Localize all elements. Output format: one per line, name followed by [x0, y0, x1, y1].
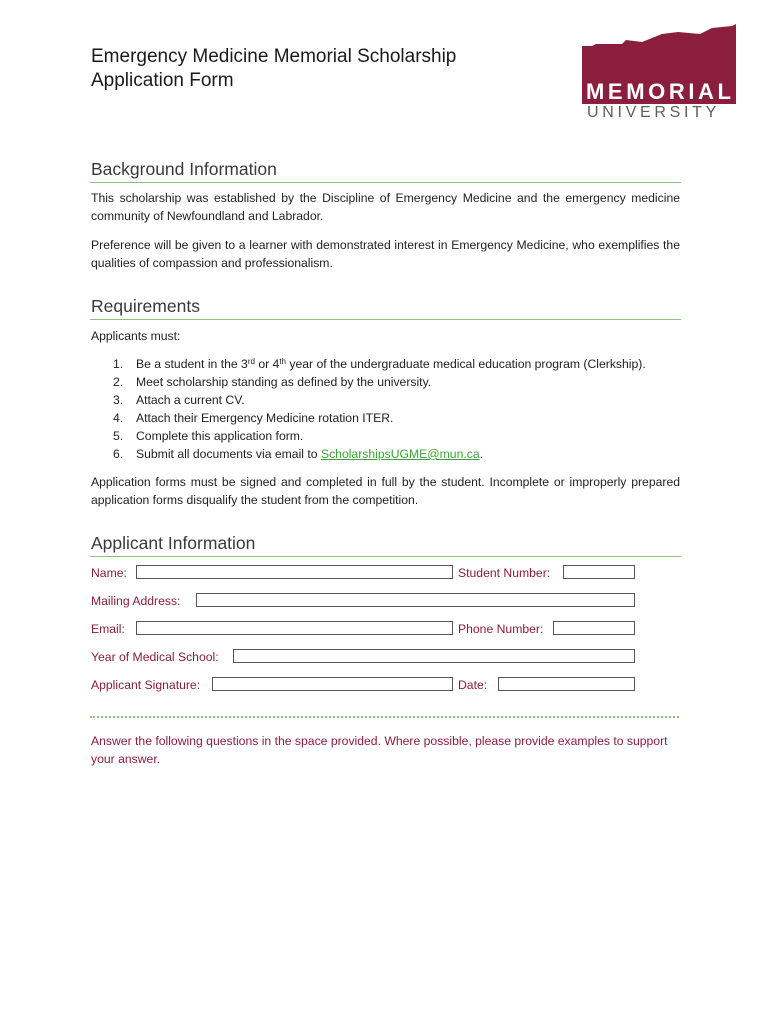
instructions-text: Answer the following questions in the space provided. Where possible, please provide examples to support your answer. — [91, 734, 668, 766]
title-line-2: Application Form — [91, 70, 234, 91]
email-label: Email: — [91, 622, 125, 636]
phone-number-label: Phone Number: — [458, 622, 544, 636]
requirements-note: Application forms must be signed and completed in full by the student. Incomplete or improperly prepared application forms disqualify the student from the competition. — [91, 475, 680, 507]
mailing-address-label: Mailing Address: — [91, 594, 181, 608]
requirements-heading: Requirements — [91, 296, 200, 316]
applicant-signature-label: Applicant Signature: — [91, 678, 201, 692]
background-heading: Background Information — [91, 159, 277, 179]
applicant-heading: Applicant Information — [91, 533, 256, 553]
memorial-university-logo — [582, 24, 737, 124]
applicant-signature-field[interactable] — [212, 677, 453, 691]
name-label: Name: — [91, 566, 127, 580]
phone-number-field[interactable] — [553, 621, 635, 635]
scholarship-email-link[interactable]: ScholarshipsUGME@mun.ca — [320, 447, 480, 461]
logo-word-university: UNIVERSITY — [587, 104, 721, 121]
list-item: 6. Submit all documents via email to ScholarshipsUGME@mun.ca. — [113, 447, 484, 461]
list-item: 5. Complete this application form. — [113, 429, 304, 443]
dotted-divider — [90, 716, 679, 718]
list-item: 2. Meet scholarship standing as defined by the university. — [113, 375, 432, 389]
student-number-label: Student Number: — [458, 566, 551, 580]
list-item: 4. Attach their Emergency Medicine rotation ITER. — [113, 411, 394, 425]
applicant-rule — [90, 556, 681, 557]
background-rule — [90, 182, 681, 183]
year-of-medical-school-label: Year of Medical School: — [91, 650, 219, 664]
email-field[interactable] — [136, 621, 453, 635]
year-of-medical-school-field[interactable] — [233, 649, 635, 663]
page-title — [91, 45, 456, 93]
logo-word-memorial: MEMORIAL — [586, 79, 735, 104]
mailing-address-field[interactable] — [196, 593, 635, 607]
name-field[interactable] — [136, 565, 453, 579]
list-item: 1. Be a student in the 3rd or 4th year of the undergraduate medical education program (Clerkship). — [113, 357, 646, 371]
date-label: Date: — [458, 678, 488, 692]
date-field[interactable] — [498, 677, 635, 691]
requirements-list — [91, 355, 646, 463]
requirements-rule — [90, 319, 681, 320]
requirements-intro: Applicants must: — [91, 329, 181, 343]
student-number-field[interactable] — [563, 565, 635, 579]
title-line-1: Emergency Medicine Memorial Scholarship — [91, 46, 457, 67]
background-paragraph-1: This scholarship was established by the Discipline of Emergency Medicine and the emergency medicine community of Newfoundland and Labrador. — [91, 191, 680, 223]
list-item: 3. Attach a current CV. — [113, 393, 245, 407]
background-paragraph-2: Preference will be given to a learner with demonstrated interest in Emergency Medicine, who exemplifies the qualities of compassion and professionalism. — [91, 238, 680, 270]
